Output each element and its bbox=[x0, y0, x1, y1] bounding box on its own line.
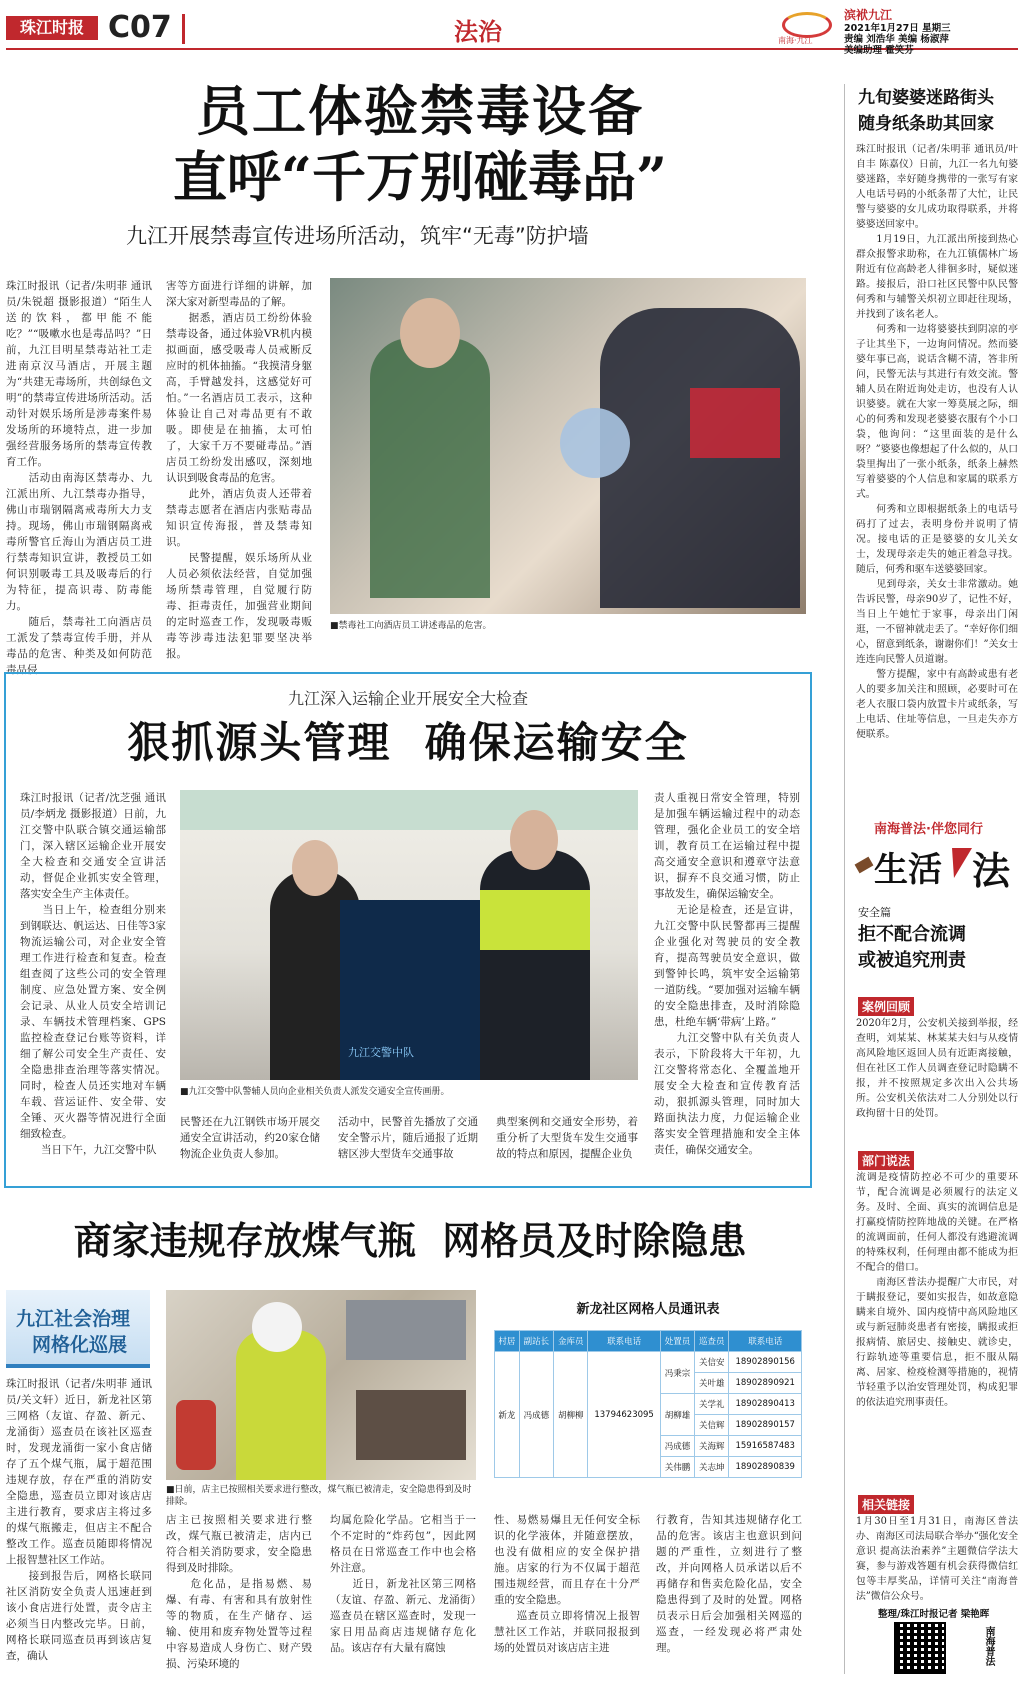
sidebar1-title-line1: 九旬婆婆迷路街头 bbox=[858, 88, 994, 108]
contact-table bbox=[494, 1330, 802, 1478]
brand-sub: 南海·九江 bbox=[778, 36, 813, 45]
story2-photo-caption: ■九江交警中队警辅人员向企业相关负责人派发交通安全宣传画册。 bbox=[180, 1087, 450, 1097]
inspector-cell: 关叶雄 bbox=[695, 1373, 729, 1394]
sidebar2-banner bbox=[856, 816, 1020, 892]
phone-cell: 15916587483 bbox=[729, 1436, 802, 1457]
header-cell: 村居 bbox=[495, 1331, 520, 1352]
sidebar2-case-text: 2020年2月，公安机关接到举报，经查明，刘某某、林某某夫妇与从疫情高风险地区返回人员有近距离接触，但在社区工作人员调查登记时隐瞒不报，并不按照规定多次出入公共场所。公安机关依法对二人分别处以行政拘留十日的处罚。 bbox=[856, 1018, 1018, 1119]
story3-column-2: 店主已按照相关要求进行整改，煤气瓶已被清走，店内已符合相关消防要求，安全隐患得到及时排除。 危化品，是指易燃、易爆、有毒、有害和具有放射性等的物质，在生产储存、运输、使用和废弃物处置等过程中容易造成人身伤亡、财产毁损、污染环境的 bbox=[166, 1514, 312, 1670]
story2-column-3: 活动中，民警首先播放了交通安全警示片，随后通报了近期辖区涉大型货车交通事故 bbox=[338, 1116, 478, 1160]
sidebar2-byline: 整理/珠江时报记者 梁艳晖 bbox=[878, 1609, 990, 1620]
tag-dept bbox=[858, 1150, 914, 1170]
tag-case bbox=[858, 996, 914, 1016]
phone-cell: 18902890157 bbox=[729, 1415, 802, 1436]
story2-photo bbox=[180, 790, 638, 1080]
tag-case-label: 案例回顾 bbox=[858, 997, 914, 1016]
banner-text-a: 生活 bbox=[874, 850, 942, 890]
story3-photo-caption: ■日前，店主已按照相关要求进行整改，煤气瓶已被清走，安全隐患得到及时排除。 bbox=[166, 1485, 472, 1507]
header-divider bbox=[182, 14, 185, 44]
tag-link bbox=[858, 1494, 914, 1514]
story1-title-line2: 直呼“千万别碰毒品” bbox=[172, 145, 668, 209]
header-cell: 联系电话 bbox=[588, 1331, 661, 1352]
inspector-cell: 关信辉 bbox=[695, 1415, 729, 1436]
story2-column-1: 珠江时报讯（记者/沈芝强 通讯员/李炳龙 摄影报道）日前，九江交警中队联合镇交通运输部门，深入辖区运输企业开展安全大检查和交通安全宣讲活动，督促企业抓实安全管理，落实安全生产主体责任。 当日上午，检查组分别来到钢联达、帆运达、日佳等3家物流运输公司，对企业安全管理工作进行检查和复查。检查组查阅了这些公司的安全管理制度、应急处置方案、安全例会记录、从业人员安全培训记录、车辆技术管理档案、GPS监控检查登记台账等资料，详细了解公司安全生产责任、安全隐患排查治理等落实情况。同时，检查人员还实地对车辆车载、营运证件、安全带、安全锤、灭火器等情况进行全面细致检查。 当日下午，九江交警中队 bbox=[20, 792, 166, 1156]
phone-cell: 18902890156 bbox=[729, 1352, 802, 1373]
lightning-icon bbox=[944, 848, 972, 878]
handler-cell: 胡柳雄 bbox=[660, 1394, 694, 1436]
header-cell: 处置员 bbox=[660, 1331, 694, 1352]
story3-logo bbox=[6, 1290, 150, 1368]
inspector-cell: 关信安 bbox=[695, 1352, 729, 1373]
editors-line2: 美编助理 霍笑芬 bbox=[844, 45, 914, 56]
qr-caption: 南海普法 bbox=[983, 1626, 994, 1666]
story2-column-5: 责人重视日常安全管理，特别是加强车辆运输过程中的动态管理，强化企业员工的安全培训，教育员工在运输过程中提高交通安全意识和遵章守法意识，摒弃不良交通习惯，防止事故发生，确保运输安全。 无论是检查，还是宣讲，九江交警中队民警都再三提醒企业强化对驾驶员的安全教育，提高驾驶员安全意识，做到警钟长鸣，筑牢安全运输第一道防线。“要加强对运输车辆的安全隐患排查，及时消除隐患，杜绝车辆‘带病’上路。” 九江交警中队有关负责人表示，下阶段将大干年初，九江交警将常态化、全覆盖地开展安全大检查和宣传教育活动，狠抓源头管理，同时加大路面执法力度，力促运输企业落实安全管理措施和安全主体责任，确保交通安全。 bbox=[654, 792, 800, 1156]
header-cell: 联系电话 bbox=[729, 1331, 802, 1352]
story3-column-3: 均属危险化学品。它相当于一个不定时的“炸药包”，因此网格员在日常巡查工作中也会格外注意。 近日，新龙社区第三网格（友谊、存盈、新元、龙涌街）巡查员在辖区巡查时，发现一家日用品商店违规储存危化品。该店存有大量有腐蚀 bbox=[330, 1514, 476, 1654]
story1-photo-caption: ■禁毒社工向酒店员工讲述毒品的危害。 bbox=[330, 621, 492, 631]
story3-column-5: 行教育，告知其违规储存化工品的危害。该店主也意识到问题的严重性，立刻进行了整改，并向网格人员承诺以后不再储存和售卖危险化品，安全隐患得到了及时的处置。网格员表示日后会加强相关网巡的巡查，一经发现必将严肃处理。 bbox=[656, 1514, 802, 1654]
masthead bbox=[6, 6, 1018, 56]
inspector-cell: 关志坤 bbox=[695, 1457, 729, 1478]
sidebar2-dept-text: 流调是疫情防控必不可少的重要环节，配合流调是必须履行的法定义务。及时、全面、真实的流调信息是打赢疫情防控阵地战的关键。在严格的流调面前，任何人都没有逃避流调的特殊权利，任何理由都不能成为拒不配合的借口。 南海区普法办提醒广大市民，对于瞒报登记，要如实报告，如故意隐瞒来自境外、国内疫情中高风险地区或与新冠肺炎患者有密接，瞒报或拒报病情、旅居史、接触史、就诊史，行踪轨迹等重要信息，拒不服从隔离、居家、检疫检测等措施的，视情节轻重予以治安管理处罚，构成犯罪的依法追究刑事责任。 bbox=[856, 1172, 1018, 1408]
banner-text-b: 法 bbox=[972, 849, 1011, 893]
inspector-cell: 关学礼 bbox=[695, 1394, 729, 1415]
page-number: C07 bbox=[108, 10, 172, 45]
sidebar-divider bbox=[844, 84, 845, 1674]
story1-column-2: 害等方面进行详细的讲解，加深大家对新型毒品的了解。 据悉，酒店员工纷纷体验禁毒设备，通过体验VR机内模拟画面，感受吸毒人员戒断反应时的机体抽搐。“我摸清身躯高，手臂越发抖，这感觉好可怕。”一名酒店员工表示，这种体验让自己对毒品更有不敢吸。即使是在抽搐，太可怕了，大家千万不要碰毒品。”酒店员工纷纷发出感叹，深刻地认识到吸食毒品的危害。 此外，酒店负责人还带着禁毒志愿者在酒店内张贴毒品知识宣传海报，普及禁毒知识。 民警提醒，娱乐场所从业人员必须依法经营，自觉加强场所禁毒管理，自觉履行防毒、拒毒责任，加强营业期间的定时巡查工作，发现吸毒贩毒等涉毒违法犯罪要坚决举报。 bbox=[166, 280, 312, 660]
handler-cell: 冯秉宗 bbox=[660, 1352, 694, 1394]
sidebar1-title-line2: 随身纸条助其回家 bbox=[858, 114, 994, 134]
brand-mark bbox=[782, 12, 832, 38]
sidebar2-section-label: 安全篇 bbox=[858, 906, 891, 919]
header-cell: 金库员 bbox=[554, 1331, 588, 1352]
story1-subtitle: 九江开展禁毒宣传进场所活动，筑牢“无毒”防护墙 bbox=[126, 224, 589, 248]
story2-box bbox=[4, 672, 812, 1188]
story3-logo-line2: 网格化巡展 bbox=[32, 1334, 128, 1356]
tag-link-label: 相关链接 bbox=[858, 1495, 914, 1514]
story3-logo-line1: 九江社会治理 bbox=[16, 1308, 131, 1330]
story1-title-line1: 员工体验禁毒设备 bbox=[196, 79, 644, 143]
sidebar2-kicker: 南海普法·伴您同行 bbox=[874, 822, 983, 837]
section-name: 法治 bbox=[454, 18, 502, 46]
story3-column-1: 珠江时报讯（记者/朱明菲 通讯员/关文轩）近日，新龙社区第三网格（友谊、存盈、新元、龙涌街）巡查员在该社区巡查时，发现龙涌街一家小食店储存了五个煤气瓶，属于超范围违规存放，存在严重的消防安全隐患，巡查员立即对该店店主进行教育，要求店主将过多的煤气瓶搬走，但店主不配合整改工作。巡查员随即将情况上报智慧社区工作站。 接到报告后，网格长联同社区消防安全负责人迅速赶到该小食店进行处置，责令店主必须当日内整改完毕。日前，网格长联同巡查员再到该店复查，确认 bbox=[6, 1378, 152, 1662]
deputy-cell: 冯成德 bbox=[519, 1352, 553, 1478]
admin-cell: 胡柳柳 bbox=[554, 1352, 588, 1478]
contact-table-title: 新龙社区网格人员通讯表 bbox=[576, 1302, 720, 1317]
brand-small: 滨袱九江 bbox=[844, 8, 893, 22]
story3-photo bbox=[166, 1290, 476, 1480]
editors-line1: 责编 刘浩华 美编 杨淑萍 bbox=[844, 34, 949, 45]
story1-column-1: 珠江时报讯（记者/朱明菲 通讯员/朱锐超 摄影报道）“陌生人送的饮料，都甲能不能吃？”“吸嗽水也是毒品吗？”日前，九江目明星禁毒站社工走进南京汉马酒店，开展主题为“共建无毒场所，共创绿色文明”的禁毒宣传进场所活动。活动针对娱乐场所是涉毒案件易发场所的环境特点，进一步加强经营服务场所的禁毒宣传教育工作。 活动由南海区禁毒办、九江派出所、九江禁毒办指导，佛山市瑞钢隔离戒毒所大力支持。现场，佛山市瑞钢隔离戒毒所警官丘海山为酒店员工进行禁毒知识宣讲，教授员工如何识别吸毒工具及吸毒后的行为特征，提高识毒、防毒能力。 随后，禁毒社工向酒店员工派发了禁毒宣传手册，并从毒品的危害、种类及如何防范毒品侵 bbox=[6, 280, 152, 676]
qr-code[interactable] bbox=[894, 1622, 946, 1674]
inspector-cell: 关海辉 bbox=[695, 1436, 729, 1457]
paper-name: 珠江时报 bbox=[6, 16, 98, 40]
sidebar1-body: 珠江时报讯（记者/朱明菲 通讯员/叶自丰 陈嘉仪）日前，九江一名九旬婆婆迷路，幸好随身携带的一张写有家人电话号码的小纸条帮了大忙，让民警与婆婆的女儿成功取得联系，并将婆婆送回家中。 1月19日，九江派出所接到热心群众报警求助称，在九江镇儒林广场附近有位高龄老人徘徊多时，疑似迷路。接报后，沿口社区民警中队民警何秀和与辅警关炽初立即赶往现场，并找到了该名老人。 何秀和一边将婆婆扶到阴凉的亭子让其坐下，一边询问情况。然而婆婆年事已高，说话含糊不清，答非所问，民警无法与其进行有效交流。警辅人员在附近询处走访，也没有人认识婆婆。就在大家一筹莫展之际，细心的何秀和发现老婆婆衣服有个小口袋，他询问：“这里面装的是什么呀？”婆婆也像想起了什么似的，从口袋里掏出了一张小纸条，纸条上赫然写着婆婆的个人信息和家属的联系方式。 何秀和立即根据纸条上的电话号码打了过去，表明身份并说明了情况。接电话的正是婆婆的女儿关女士，发现母亲走失的她正着急寻找。随后，何秀和驱车送婆婆回家。 见到母亲，关女士非常激动。她告诉民警，母亲90岁了，记性不好，当日上午她忙于家事，母亲出门闲逛，一不留神就走丢了。“幸好你们细心，留意到纸条，谢谢你们！”关女士连连向民警人员道谢。 警方提醒，家中有高龄或患有老人的要多加关注和照顾，必要时可在老人衣服口袋内放置卡片或纸条，写上电话、住址等信息，一旦走失亦方便联系。 bbox=[856, 144, 1018, 740]
story1-photo bbox=[330, 278, 806, 614]
header-cell: 巡查员 bbox=[695, 1331, 729, 1352]
story3-column-4: 性、易燃易爆且无任何安全标识的化学液体，并随意摆放，也没有做相应的安全保护措施。店家的行为不仅属于超范围违规经营，而且存在十分严重的安全隐患。 巡查员立即将情况上报智慧社区工作站，并联同报报到场的处置员对该店店主进 bbox=[494, 1514, 640, 1654]
tag-dept-label: 部门说法 bbox=[858, 1151, 914, 1170]
gavel-icon bbox=[855, 857, 874, 874]
contact-table-header-row bbox=[495, 1331, 802, 1352]
story3-title: 商家违规存放煤气瓶 网格员及时除隐患 bbox=[73, 1218, 747, 1263]
phone-cell: 18902890839 bbox=[729, 1457, 802, 1478]
table-row bbox=[495, 1352, 802, 1373]
story2-title: 狠抓源头管理 确保运输安全 bbox=[127, 718, 689, 767]
story2-column-4: 典型案例和交通安全形势，着重分析了大型货车发生交通事故的特点和原因，提醒企业负 bbox=[496, 1116, 638, 1160]
contact-table-grid bbox=[494, 1330, 802, 1478]
village-cell: 新龙 bbox=[495, 1352, 520, 1478]
header-cell: 副站长 bbox=[519, 1331, 553, 1352]
sidebar2-title-line2: 或被追究刑责 bbox=[858, 950, 966, 971]
handler-cell: 冯成德 bbox=[660, 1436, 694, 1457]
admin-phone-cell: 13794623095 bbox=[588, 1352, 661, 1478]
poster-text: 九江交警中队 bbox=[348, 1046, 414, 1059]
phone-cell: 18902890413 bbox=[729, 1394, 802, 1415]
phone-cell: 18902890921 bbox=[729, 1373, 802, 1394]
brand-logo bbox=[778, 10, 836, 46]
sidebar2-title-line1: 拒不配合流调 bbox=[858, 924, 966, 945]
date-line: 2021年1月27日 星期三 bbox=[844, 23, 951, 34]
sidebar2-link-text: 1月30日至1月31日，南海区普法办、南海区司法局联合举办“强化安全意识 提高法治素养”主题微信学法大赛，参与游戏答题有机会获得微信红包等丰厚奖品，详情可关注“南海普法”微信公众号。 bbox=[856, 1516, 1018, 1602]
story2-kicker: 九江深入运输企业开展安全大检查 bbox=[287, 689, 528, 708]
story2-column-2: 民警还在九江钢铁市场开展交通安全宣讲活动，约20家仓储物流企业负责人参加。 bbox=[180, 1116, 320, 1160]
handler-cell: 关伟鹏 bbox=[660, 1457, 694, 1478]
